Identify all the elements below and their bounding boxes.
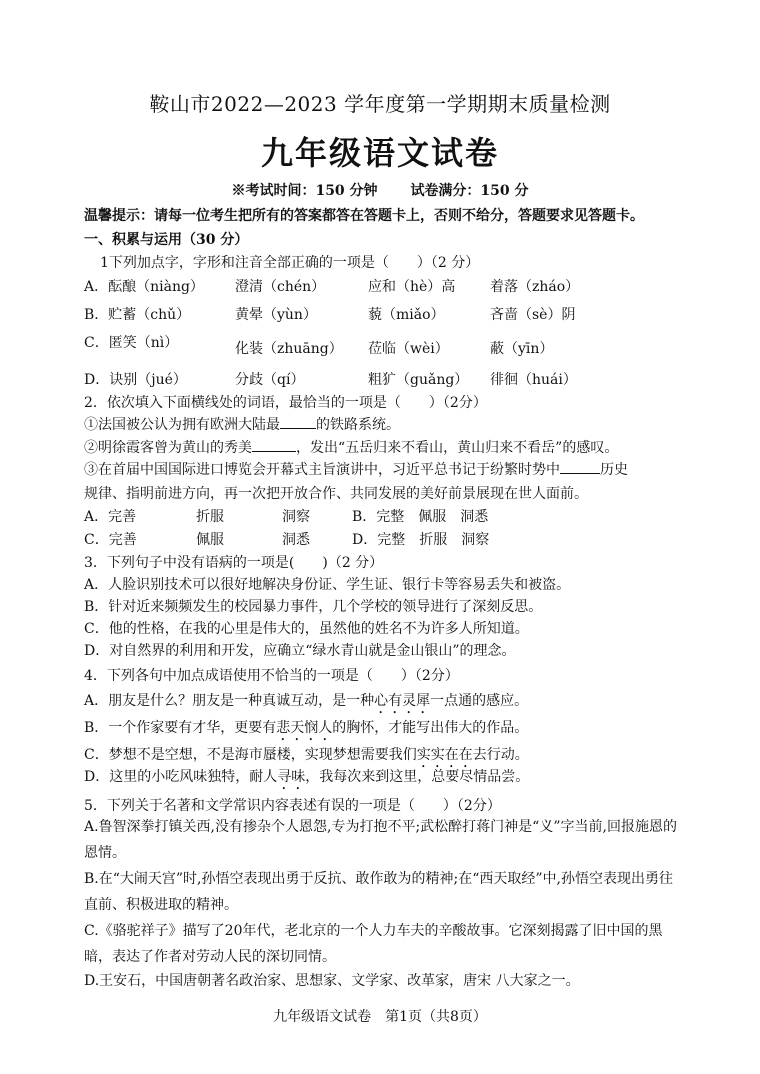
q2-option-d: D．完整 折服 洞察 [352, 532, 490, 548]
exam-info [0, 180, 760, 200]
q5-option-c: C.《骆驼祥子》描写了20年代，老北京的一个人力车夫的辛酸故事。它深刻揭露了旧中国的黑暗，表达了作者对劳动人民的深切同情。 [84, 923, 663, 965]
q2-option-c-3: 洞悉 [282, 532, 310, 548]
q2-stem: 2．依次填入下面横线处的词语，最恰当的一项是（ ）（2分） [84, 395, 487, 411]
q3-option-d: D．对自然界的利用和开发，应确立“绿水青山就是金山银山”的理念。 [84, 643, 516, 659]
q1-b-col2: 黄晕（yùn） [235, 307, 317, 323]
notice: 温馨提示：请每一位考生把所有的答案都答在答题卡上，否则不给分，答题要求见答题卡。 [84, 208, 644, 224]
q4-c-text-2: 去行动。 [472, 747, 529, 763]
q2-option-a-1: A．完善 [84, 509, 137, 525]
q2-s2-part-b: ，发出“五岳归来不看山，黄山归来不看岳”的感叹。 [296, 440, 619, 456]
q4-b-idiom: 悲天悯人 [276, 720, 333, 736]
q4-b-text-1: B．一个作家要有才华，更要有 [84, 720, 277, 736]
q3-stem: 3．下列句子中没有语病的一项是( )（2 分） [84, 555, 384, 571]
q1-stem: 1下列加点字，字形和注音全部正确的一项是（ ）（2 分） [100, 255, 480, 271]
q4-d-text-1: D．这里的小吃风味独特，耐人 [84, 769, 278, 785]
q4-d-idiom: 寻味 [277, 769, 306, 785]
q4-c-idiom: 实实在在 [416, 747, 473, 763]
full-score: 试卷满分：150 分 [410, 183, 529, 199]
q1-c-col4: 蔽（yīn） [490, 341, 554, 357]
q1-d-col4: 徘徊（huái） [490, 372, 577, 388]
q2-option-c-2: 佩服 [196, 532, 224, 548]
q4-stem: 4．下列各句中加点成语使用不恰当的一项是（ ）（2分） [84, 668, 459, 684]
q2-option-c-1: C．完善 [84, 532, 137, 548]
q4-c-text-1: C．梦想不是空想，不是海市蜃楼，实现梦想需要我们 [84, 747, 417, 763]
q3-option-b: B．针对近来频频发生的校园暴力事件，几个学校的领导进行了深刻反思。 [84, 599, 543, 615]
q5-option-a: A.鲁智深拳打镇关西,没有掺杂个人恩怨,专为打抱不平;武松醉打蒋门神是“义”字当前,回报施恩的恩情。 [84, 819, 677, 861]
q5-option-d: D.王安石，中国唐朝著名政治家、思想家、文学家、改革家，唐宋 八大家之一。 [84, 973, 580, 989]
q2-option-a-3: 洞察 [282, 509, 310, 525]
blank-line [560, 459, 600, 474]
q2-s3-part-b: 历史 [600, 462, 628, 478]
exam-time: ※考试时间：150 分钟 [231, 183, 378, 199]
q3-option-a: A．人脸识别技术可以很好地解决身份证、学生证、银行卡等容易丢失和被盗。 [84, 577, 571, 593]
q3-option-c: C．他的性格，在我的心里是伟大的，虽然他的姓名不为许多人所知道。 [84, 621, 529, 637]
q2-sentence-2 [84, 437, 618, 457]
q1-d-col2: 分歧（qí） [235, 372, 305, 388]
q4-option-d [84, 766, 529, 793]
q4-option-a [84, 690, 528, 717]
q1-b-col4: 吝啬（sè）阴 [490, 307, 576, 323]
q1-a-col4: 着落（zháo） [490, 279, 580, 295]
q1-d-col3: 粗犷（guǎng） [368, 372, 469, 388]
q1-c-col2: 化装（zhuāng） [235, 341, 343, 357]
q2-s3-part-a: ③在首届中国国际进口博览会开幕式主旨演讲中，习近平总书记于纷繁时势中 [84, 462, 560, 478]
q5-stem: 5．下列关于名著和文学常识内容表述有误的一项是（ ）（2分） [84, 798, 501, 814]
exam-header-title: 鞍山市2022—2023 学年度第一学期期末质量检测 [149, 92, 611, 116]
q1-a-col1: A．酝酿（niàng） [84, 279, 204, 295]
page-footer: 九年级语文试卷 第1页（共8页） [273, 1009, 487, 1025]
q1-a-col3: 应和（hè）高 [368, 279, 456, 295]
q4-a-idiom: 心有灵犀 [374, 693, 431, 709]
q1-c-col1: C．匿笑（nì） [84, 335, 179, 351]
q4-option-b [84, 717, 528, 744]
q2-sentence-3 [84, 459, 628, 479]
q4-b-text-2: 的胸怀，才能写出伟大的作品。 [332, 720, 529, 736]
q2-sentence-1 [84, 414, 400, 434]
blank-line [280, 414, 316, 429]
q2-s1-part-b: 的铁路系统。 [316, 417, 400, 433]
q4-a-text-1: A．朋友是什么？朋友是一种真诚互动，是一种 [84, 693, 375, 709]
q5-option-b: B.在“大闹天宫”时,孙悟空表现出勇于反抗、敢作敢为的精神;在“西天取经”中,孙悟空表现出勇往直前、积极进取的精神。 [84, 871, 673, 913]
blank-line [252, 437, 296, 452]
q1-b-col3: 藐（miǎo） [368, 307, 445, 323]
q1-c-col3: 莅临（wèi） [368, 341, 449, 357]
q2-s2-part-a: ②明徐霞客曾为黄山的秀美 [84, 440, 252, 456]
q1-d-col1: D．诀别（jué） [84, 372, 187, 388]
q4-d-text-2: ，我每次来到这里，总要尽情品尝。 [305, 769, 530, 785]
q2-s1-part-a: ①法国被公认为拥有欧洲大陆最 [84, 417, 280, 433]
page-title: 九年级语文试卷 [260, 134, 499, 172]
q2-option-a-2: 折服 [196, 509, 224, 525]
q1-a-col2: 澄清（chén） [235, 279, 326, 295]
q1-b-col1: B．贮蓄（chǔ） [84, 307, 191, 323]
section-title: 一、积累与运用（30 分） [84, 232, 249, 248]
q4-a-text-2: 一点通的感应。 [430, 693, 529, 709]
q2-sentence-3-cont: 规律、指明前进方向，再一次把开放合作、共同发展的美好前景展现在世人面前。 [84, 486, 588, 502]
q2-option-b: B．完整 佩服 洞悉 [352, 509, 489, 525]
